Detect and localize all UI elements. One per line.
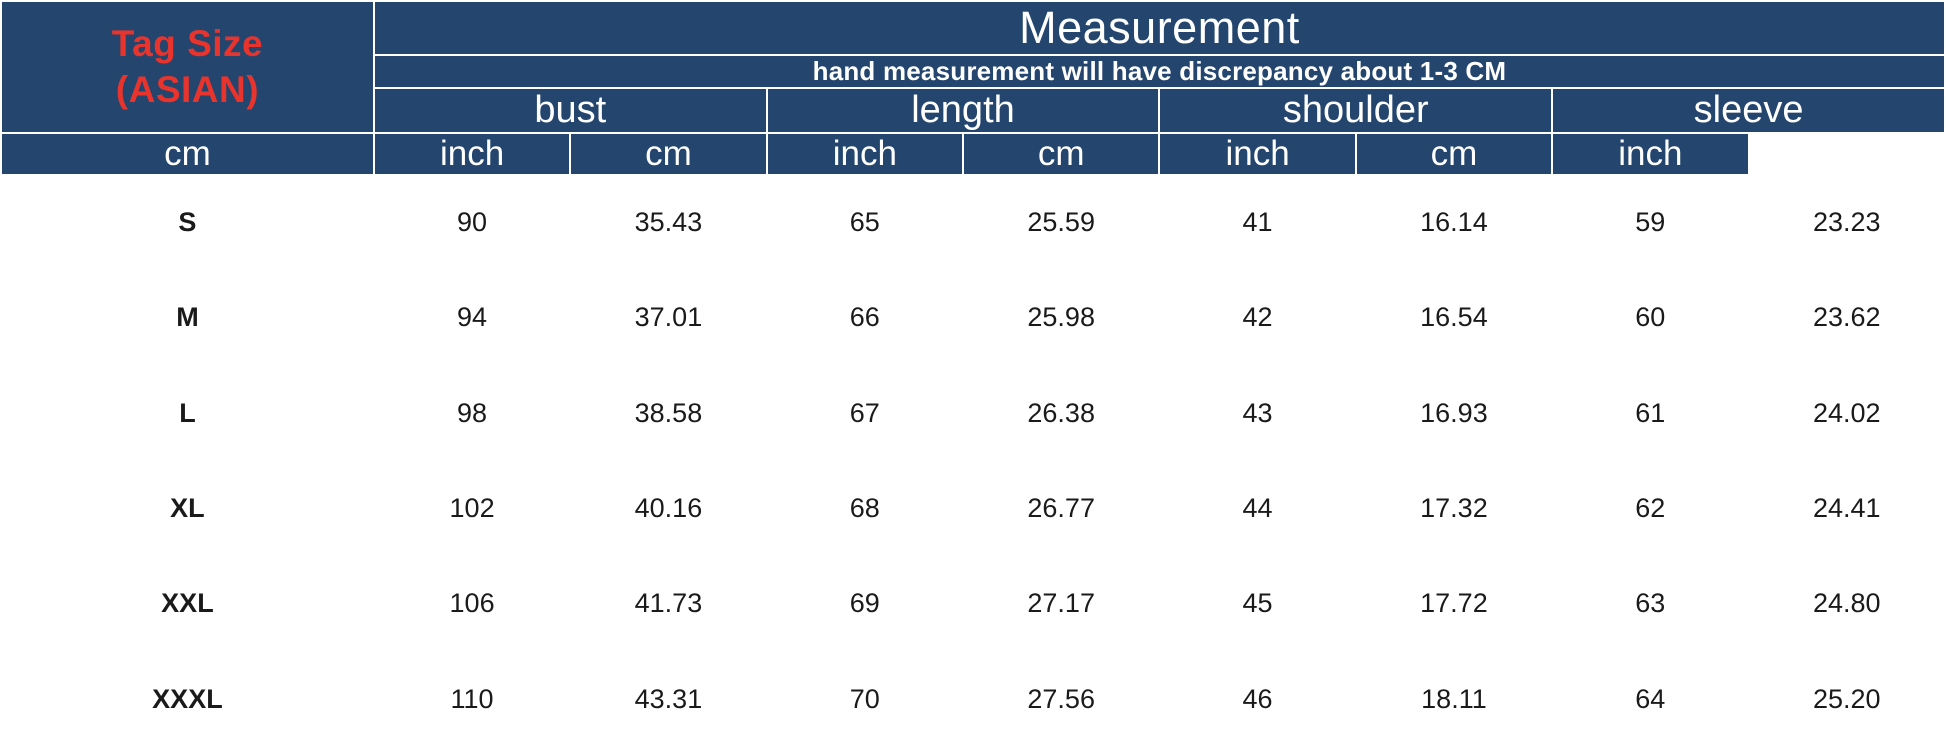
cell-length-cm: 69 [767, 556, 963, 651]
cell-length-inch: 25.98 [963, 270, 1159, 365]
cell-sleeve-inch: 23.23 [1749, 175, 1946, 270]
table-row [1, 461, 1945, 556]
cell-shoulder-cm: 43 [1159, 366, 1355, 461]
cell-size: S [1, 175, 374, 270]
cell-size: XXXL [1, 652, 374, 747]
unit-header-length-cm: cm [570, 133, 766, 175]
cell-bust-cm: 98 [374, 366, 570, 461]
cell-length-cm: 68 [767, 461, 963, 556]
tag-size-line2: (ASIAN) [115, 69, 260, 110]
cell-shoulder-cm: 42 [1159, 270, 1355, 365]
cell-sleeve-inch: 24.02 [1749, 366, 1946, 461]
cell-length-inch: 27.56 [963, 652, 1159, 747]
cell-bust-inch: 41.73 [570, 556, 766, 651]
unit-header-sleeve-inch: inch [1552, 133, 1748, 175]
cell-bust-cm: 110 [374, 652, 570, 747]
cell-sleeve-inch: 24.41 [1749, 461, 1946, 556]
cell-bust-inch: 38.58 [570, 366, 766, 461]
cell-bust-cm: 90 [374, 175, 570, 270]
cell-shoulder-inch: 17.72 [1356, 556, 1552, 651]
cell-bust-cm: 106 [374, 556, 570, 651]
cell-length-cm: 70 [767, 652, 963, 747]
table-row [1, 652, 1945, 747]
cell-size: XXL [1, 556, 374, 651]
cell-shoulder-cm: 44 [1159, 461, 1355, 556]
cell-sleeve-cm: 59 [1552, 175, 1748, 270]
cell-length-cm: 66 [767, 270, 963, 365]
table-header [1, 1, 1945, 175]
unit-header-sleeve-cm: cm [1356, 133, 1552, 175]
cell-sleeve-cm: 61 [1552, 366, 1748, 461]
cell-sleeve-cm: 64 [1552, 652, 1748, 747]
unit-header-bust-cm: cm [1, 133, 374, 175]
tag-size-line1: Tag Size [111, 22, 264, 64]
cell-size: L [1, 366, 374, 461]
unit-header-shoulder-cm: cm [963, 133, 1159, 175]
cell-sleeve-cm: 62 [1552, 461, 1748, 556]
header-row-units [1, 133, 1945, 175]
cell-bust-inch: 35.43 [570, 175, 766, 270]
cell-bust-inch: 40.16 [570, 461, 766, 556]
unit-header-shoulder-inch: inch [1159, 133, 1355, 175]
cell-size: M [1, 270, 374, 365]
table-row [1, 175, 1945, 270]
cell-shoulder-inch: 16.93 [1356, 366, 1552, 461]
table-body [1, 175, 1945, 747]
group-header-bust: bust [374, 88, 767, 133]
cell-length-cm: 65 [767, 175, 963, 270]
cell-shoulder-inch: 16.14 [1356, 175, 1552, 270]
group-header-shoulder: shoulder [1159, 88, 1552, 133]
cell-bust-cm: 94 [374, 270, 570, 365]
cell-sleeve-inch: 23.62 [1749, 270, 1946, 365]
measurement-title: Measurement [374, 1, 1945, 55]
table-row [1, 270, 1945, 365]
tag-size-header [1, 1, 374, 133]
cell-length-cm: 67 [767, 366, 963, 461]
group-header-sleeve: sleeve [1552, 88, 1945, 133]
header-row-title [1, 1, 1945, 55]
table-row [1, 366, 1945, 461]
cell-sleeve-cm: 60 [1552, 270, 1748, 365]
cell-shoulder-cm: 41 [1159, 175, 1355, 270]
cell-length-inch: 25.59 [963, 175, 1159, 270]
group-header-length: length [767, 88, 1160, 133]
cell-length-inch: 27.17 [963, 556, 1159, 651]
cell-shoulder-cm: 45 [1159, 556, 1355, 651]
cell-bust-inch: 43.31 [570, 652, 766, 747]
cell-length-inch: 26.38 [963, 366, 1159, 461]
cell-length-inch: 26.77 [963, 461, 1159, 556]
cell-sleeve-cm: 63 [1552, 556, 1748, 651]
cell-shoulder-inch: 18.11 [1356, 652, 1552, 747]
cell-shoulder-inch: 16.54 [1356, 270, 1552, 365]
cell-size: XL [1, 461, 374, 556]
cell-bust-cm: 102 [374, 461, 570, 556]
cell-sleeve-inch: 24.80 [1749, 556, 1946, 651]
table-row [1, 556, 1945, 651]
measurement-note: hand measurement will have discrepancy about 1-3 CM [374, 55, 1945, 88]
cell-shoulder-cm: 46 [1159, 652, 1355, 747]
cell-sleeve-inch: 25.20 [1749, 652, 1946, 747]
unit-header-bust-inch: inch [374, 133, 570, 175]
unit-header-length-inch: inch [767, 133, 963, 175]
cell-bust-inch: 37.01 [570, 270, 766, 365]
cell-shoulder-inch: 17.32 [1356, 461, 1552, 556]
